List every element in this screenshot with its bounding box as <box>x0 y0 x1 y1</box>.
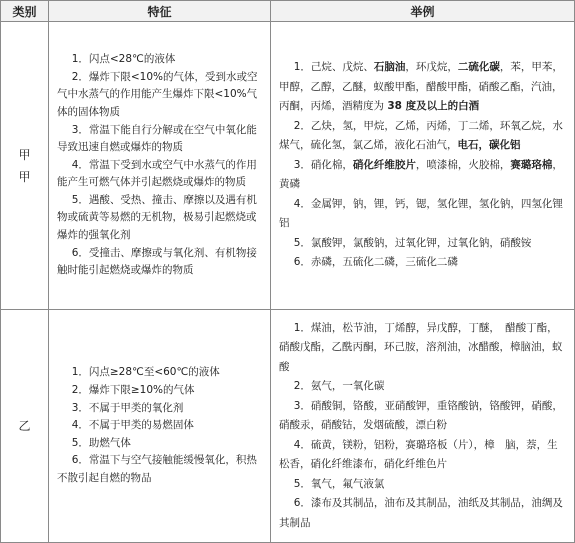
example-text-bold: 硝化纤维胶片 <box>352 158 416 171</box>
examples-cell <box>271 310 575 543</box>
example-text: 3．硝化棉， <box>293 158 353 171</box>
example-text: 5．氯酸钾，氯酸钠，过氧化钾，过氧化钠，硝酸铵 <box>293 236 532 249</box>
feature-item: 6．受撞击、摩擦或与氧化剂、有机物接触时能引起燃烧或爆炸的物质 <box>57 246 257 277</box>
category-char: 甲 <box>18 169 31 184</box>
feature-item: 3．常温下能自行分解或在空气中氧化能导致迅速自燃或爆炸的物质 <box>57 123 257 154</box>
example-text: ，喷漆棉，火胶棉， <box>415 158 511 171</box>
example-item <box>279 117 566 156</box>
category-char: 甲 <box>18 147 31 162</box>
example-item: 5．氧气，氟气液氯 <box>293 477 385 490</box>
example-text: 2．乙炔，氢，甲烷，乙烯，丙烯，丁二烯，环氧乙烷，水煤气，硫化氢，氯乙烯，液化石油气， <box>279 119 563 152</box>
feature-item: 4．常温下受到水或空气中水蒸气的作用能产生可燃气体并引起燃烧或爆炸的物质 <box>57 158 257 189</box>
feature-item: 2．爆炸下限<10%的气体，受到水或空气中水蒸气的作用能产生爆炸下限<10%气体的固体物质 <box>57 70 258 118</box>
feature-item: 5．助燃气体 <box>71 436 131 449</box>
example-text: 6．赤磷，五硫化二磷，三硫化二磷 <box>293 256 458 269</box>
features-cell <box>49 310 271 543</box>
example-text-bold: 赛璐珞棉 <box>510 158 553 171</box>
example-item <box>279 253 566 273</box>
category-cell <box>1 310 49 543</box>
example-item: 6．漆布及其制品，油布及其制品，油纸及其制品，油绸及其制品 <box>279 497 563 529</box>
example-item <box>279 234 566 254</box>
category-cell <box>1 22 49 310</box>
examples-cell <box>271 22 575 310</box>
example-text-bold: 38 度及以上的白酒 <box>387 100 480 113</box>
feature-item: 3．不属于甲类的氧化剂 <box>71 401 184 414</box>
example-text: 1．己烷、戊烷、 <box>293 61 374 74</box>
example-item: 2．氨气，一氧化碳 <box>293 380 385 393</box>
header-features: 特征 <box>49 1 271 22</box>
feature-item: 2．爆炸下限≥10%的气体 <box>71 384 195 397</box>
example-text: ，环戊烷， <box>405 61 458 74</box>
example-text: ，苯，甲苯，甲醇，乙醇，乙醚，蚁酸甲酯，醋酸甲酯，硝酸乙酯，汽油，丙酮，丙烯，酒精度为 <box>279 61 563 113</box>
example-text-bold: 电石，碳化铝 <box>457 139 521 152</box>
example-text: 4．金属钾，钠，锂，钙，锶，氢化锂，氢化钠，四氢化锂铝 <box>279 197 563 230</box>
feature-item: 6．常温下与空气接触能缓慢氧化，积热不散引起自燃的物品 <box>57 454 257 484</box>
header-row <box>1 1 575 22</box>
example-text: ，黄磷 <box>279 158 563 191</box>
example-item: 4．硫黄，镁粉，铝粉，赛璐珞板（片），樟 脑，萘，生松香，硝化纤维漆布，硝化纤维色片 <box>279 438 558 471</box>
feature-item: 1．闪点≥28℃至<60℃的液体 <box>71 366 220 379</box>
example-item <box>279 58 566 117</box>
example-text-bold: 二硫化碳 <box>457 61 500 74</box>
example-item <box>279 195 566 234</box>
feature-item: 4．不属于甲类的易燃固体 <box>71 419 194 432</box>
example-text-bold: 石脑油 <box>373 61 406 74</box>
row-class-jia <box>1 22 575 310</box>
example-item <box>279 156 566 195</box>
example-item: 1．煤油，松节油，丁烯醇，异戊醇，丁醚， 醋酸丁酯，硝酸戊酯，乙酰丙酮，环己胺，溶剂油，冰醋酸，樟脑油，蚁酸 <box>279 321 563 373</box>
feature-item: 1．闪点<28℃的液体 <box>71 53 176 66</box>
category-char: 乙 <box>18 419 31 433</box>
header-category: 类别 <box>1 1 49 22</box>
features-cell <box>49 22 271 310</box>
example-item: 3．硝酸铜，铬酸，亚硝酸钾，重铬酸钠，铬酸钾，硝酸，硝酸汞，硝酸钴，发烟硫酸，漂白粉 <box>279 399 563 432</box>
feature-item: 5．遇酸、受热、撞击、摩擦以及遇有机物或硫黄等易燃的无机物，极易引起燃烧或爆炸的强氧化剂 <box>57 193 257 242</box>
row-class-yi <box>1 310 575 543</box>
header-examples: 举例 <box>271 1 575 22</box>
